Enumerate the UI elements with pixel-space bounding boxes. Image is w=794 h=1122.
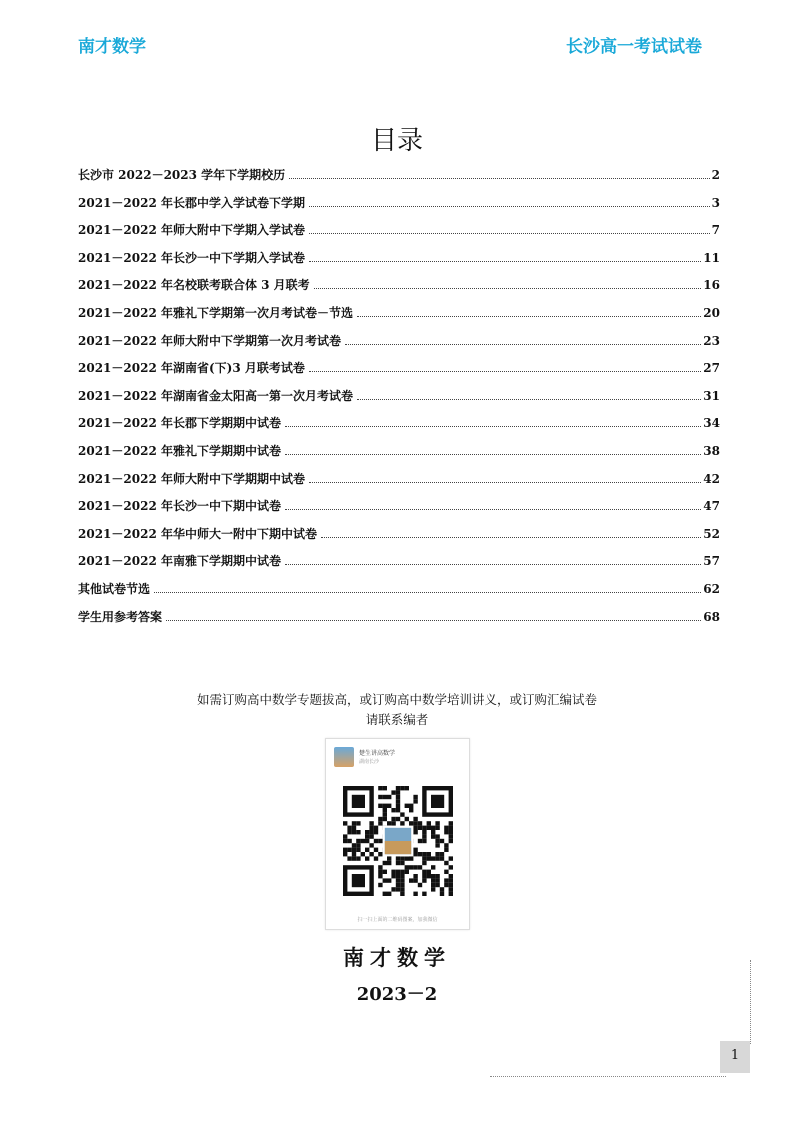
avatar — [334, 747, 354, 767]
qr-hint: 扫一扫上面的二维码图案，加我微信 — [357, 917, 438, 923]
toc-entry-title: 2021－2022 年师大附中下学期期中试卷 — [78, 471, 305, 486]
toc-entry-title: 2021－2022 年湖南省金太阳高一第一次月考试卷 — [78, 388, 353, 403]
table-of-contents — [78, 166, 720, 635]
toc-entry-page: 34 — [703, 416, 720, 431]
toc-entry-title: 长沙市 2022－2023 学年下学期校历 — [78, 168, 286, 182]
toc-leader-dots — [309, 481, 701, 483]
toc-entry-page: 27 — [703, 361, 720, 376]
toc-entry-page: 47 — [703, 499, 720, 514]
toc-entry[interactable] — [78, 580, 720, 608]
toc-entry-title: 2021－2022 年雅礼下学期期中试卷 — [78, 443, 281, 458]
footer-date: 2023－2 — [356, 984, 438, 1005]
qr-contact-region: 湖南长沙 — [359, 759, 380, 765]
toc-entry-page: 16 — [703, 278, 720, 293]
page-title: 目录 — [370, 126, 423, 156]
toc-entry-title: 2021－2022 年雅礼下学期第一次月考试卷－节选 — [78, 305, 353, 320]
notice-line-1: 如需订购高中数学专题拔高，或订购高中数学培训讲义，或订购汇编试卷 — [196, 692, 597, 707]
toc-entry[interactable] — [78, 359, 720, 387]
toc-entry-page: 7 — [711, 223, 720, 238]
toc-entry-page: 3 — [711, 195, 720, 210]
toc-entry[interactable] — [78, 497, 720, 525]
toc-entry-title: 2021－2022 年华中师大一附中下期中试卷 — [78, 526, 317, 541]
page-number: 1 — [720, 1041, 750, 1073]
toc-entry[interactable] — [78, 414, 720, 442]
toc-leader-dots — [314, 287, 702, 289]
toc-leader-dots — [154, 591, 701, 593]
header-left-title: 南才数学 — [78, 37, 146, 57]
toc-leader-dots — [289, 177, 709, 179]
toc-entry-title: 2021－2022 年长郡中学入学试卷下学期 — [78, 195, 305, 210]
notice-text — [0, 690, 794, 730]
toc-entry[interactable] — [78, 442, 720, 470]
toc-entry-title: 2021－2022 年名校联考联合体 3 月联考 — [78, 278, 310, 293]
toc-entry-page: 62 — [703, 581, 720, 596]
toc-entry[interactable] — [78, 552, 720, 580]
corner-dotted-line-horizontal — [490, 1076, 726, 1077]
toc-leader-dots — [285, 563, 701, 565]
toc-entry[interactable] — [78, 470, 720, 498]
toc-entry-page: 23 — [703, 333, 720, 348]
toc-leader-dots — [309, 205, 710, 207]
toc-leader-dots — [321, 536, 701, 538]
toc-leader-dots — [285, 508, 701, 510]
toc-entry-title: 2021－2022 年长沙一中下学期入学试卷 — [78, 250, 305, 265]
toc-leader-dots — [345, 343, 701, 345]
toc-entry[interactable] — [78, 166, 720, 194]
toc-entry-page: 20 — [703, 305, 720, 320]
toc-entry-page: 11 — [703, 250, 720, 265]
toc-entry-title: 2021－2022 年长沙一中下期中试卷 — [78, 499, 281, 514]
toc-leader-dots — [285, 453, 701, 455]
toc-entry[interactable] — [78, 525, 720, 553]
toc-entry-page: 68 — [703, 609, 720, 624]
qr-contact-name: 楚生讲高数学 — [359, 750, 396, 757]
toc-leader-dots — [309, 370, 701, 372]
toc-entry-title: 2021－2022 年南雅下学期期中试卷 — [78, 554, 281, 569]
toc-entry[interactable] — [78, 332, 720, 360]
toc-entry-page: 38 — [703, 443, 720, 458]
wechat-qr-card — [325, 738, 470, 930]
header-right-title: 长沙高一考试试卷 — [566, 37, 702, 57]
toc-entry-title: 2021－2022 年师大附中下学期入学试卷 — [78, 223, 305, 238]
toc-entry-title: 2021－2022 年湖南省(下)3 月联考试卷 — [78, 361, 305, 376]
toc-entry[interactable] — [78, 249, 720, 277]
toc-entry[interactable] — [78, 387, 720, 415]
qr-code-icon — [343, 786, 453, 896]
toc-entry[interactable] — [78, 276, 720, 304]
toc-leader-dots — [166, 619, 701, 621]
toc-leader-dots — [309, 232, 710, 234]
toc-entry-title: 其他试卷节选 — [78, 581, 151, 596]
toc-entry-title: 2021－2022 年长郡下学期期中试卷 — [78, 416, 281, 431]
toc-entry[interactable] — [78, 221, 720, 249]
toc-leader-dots — [357, 315, 701, 317]
toc-entry-page: 2 — [711, 168, 720, 182]
toc-entry-page: 31 — [703, 388, 720, 403]
toc-leader-dots — [309, 260, 701, 262]
toc-leader-dots — [285, 425, 701, 427]
toc-entry-title: 学生用参考答案 — [78, 609, 163, 624]
notice-line-2: 请联系编者 — [365, 712, 429, 727]
toc-entry-page: 52 — [703, 526, 720, 541]
toc-entry-page: 57 — [703, 554, 720, 569]
toc-entry-page: 42 — [703, 471, 720, 486]
toc-entry[interactable] — [78, 608, 720, 636]
footer-brand: 南才数学 — [343, 945, 451, 970]
toc-entry[interactable] — [78, 304, 720, 332]
toc-entry[interactable] — [78, 194, 720, 222]
toc-leader-dots — [357, 398, 701, 400]
corner-dotted-line-vertical — [750, 960, 751, 1044]
toc-entry-title: 2021－2022 年师大附中下学期第一次月考试卷 — [78, 333, 341, 348]
